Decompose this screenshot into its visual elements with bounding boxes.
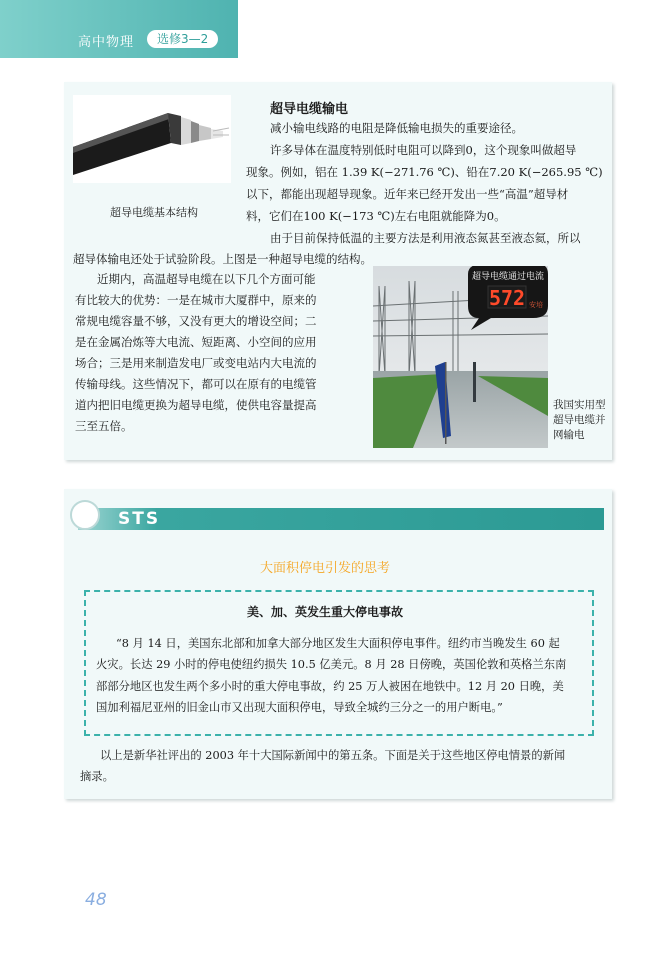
paragraph-line: 以下，都能出现超导现象。近年来已经开发出一些“高温”超导材 [246, 187, 569, 201]
current-unit: 安培 [529, 301, 543, 309]
paragraph-line: 场合；三是用来制造发电厂或变电站内大电流的 [75, 356, 317, 370]
cable-structure-image [73, 95, 231, 183]
photo-caption-line: 网输电 [553, 429, 585, 441]
substation-photo [373, 266, 548, 448]
paragraph-line: 有比较大的优势：一是在城市大厦群中，原来的 [75, 293, 317, 307]
paragraph-line: 近期内，高温超导电缆在以下几个方面可能 [97, 272, 316, 286]
bubble-label: 超导电缆通过电流 [471, 272, 545, 282]
sts-subtitle: 大面积停电引发的思考 [259, 561, 390, 576]
quote-line: 部部分地区也发生两个多小时的重大停电事故，约 25 万人被困在地铁中。12 月 20 日晚，美 [96, 679, 564, 693]
paragraph-line: 减小输电线路的电阻是降低输电损失的重要途径。 [270, 121, 523, 135]
paragraph-line: 传输母线。这些情况下，都可以在原有的电缆管 [75, 377, 317, 391]
photo-caption-line: 我国实用型 [553, 399, 606, 411]
quote-line: 火灾。长达 29 小时的停电使纽约损失 10.5 亿美元。8 月 28 日傍晚，英国伦敦和英格兰东南 [96, 658, 567, 672]
paragraph-line: 三至五倍。 [75, 419, 133, 433]
quote-line: “8 月 14 日，美国东北部和加拿大部分地区发生大面积停电事件。纽约市当晚发生 60 起 [116, 637, 560, 650]
current-readout: 572 [488, 286, 526, 310]
cable-image-caption: 超导电缆基本结构 [110, 206, 198, 219]
quote-line: 国加利福尼亚州的旧金山市又出现大面积停电，导致全城约三分之一的用户断电。” [96, 700, 503, 714]
paragraph-line: 是在金属冶炼等大电流、短距离、小空间的应用 [75, 335, 317, 349]
closing-line: 以上是新华社评出的 2003 年十大国际新闻中的第五条。下面是关于这些地区停电情景的新闻 [100, 749, 566, 762]
photo-caption [553, 398, 607, 443]
closing-paragraph [80, 745, 604, 787]
sts-circle-icon [70, 500, 100, 530]
paragraph-line: 现象。例如，铝在 1.39 K(−271.76 ℃)、铅在7.20 K(−265.95 ℃) [246, 165, 603, 179]
news-quote-title: 美、加、英发生重大停电事故 [246, 605, 403, 619]
sts-label: STS [118, 509, 161, 529]
news-quote [96, 633, 584, 718]
volume-badge: 选修3—2 [147, 30, 218, 48]
closing-line: 摘录。 [80, 770, 114, 783]
book-title: 高中物理 [78, 35, 135, 50]
paragraph-line: 常规电缆容量不够，又没有更大的增设空间；二 [75, 314, 317, 328]
paragraph-line: 料，它们在100 K(−173 ℃)左右电阻就能降为0。 [246, 209, 506, 223]
paragraph-line: 由于目前保持低温的主要方法是利用液态氮甚至液态氦，所以 [270, 231, 581, 245]
photo-caption-line: 超导电缆并 [553, 414, 606, 426]
paragraph-line: 许多导体在温度特别低时电阻可以降到0，这个现象叫做超导 [270, 143, 577, 157]
section-title: 超导电缆输电 [270, 102, 349, 117]
paragraph-line: 道内把旧电缆更换为超导电缆，使供电容量提高 [75, 398, 317, 412]
paragraph-line: 超导体输电还处于试验阶段。上图是一种超导电缆的结构。 [73, 252, 372, 266]
page-number: 48 [85, 890, 107, 910]
